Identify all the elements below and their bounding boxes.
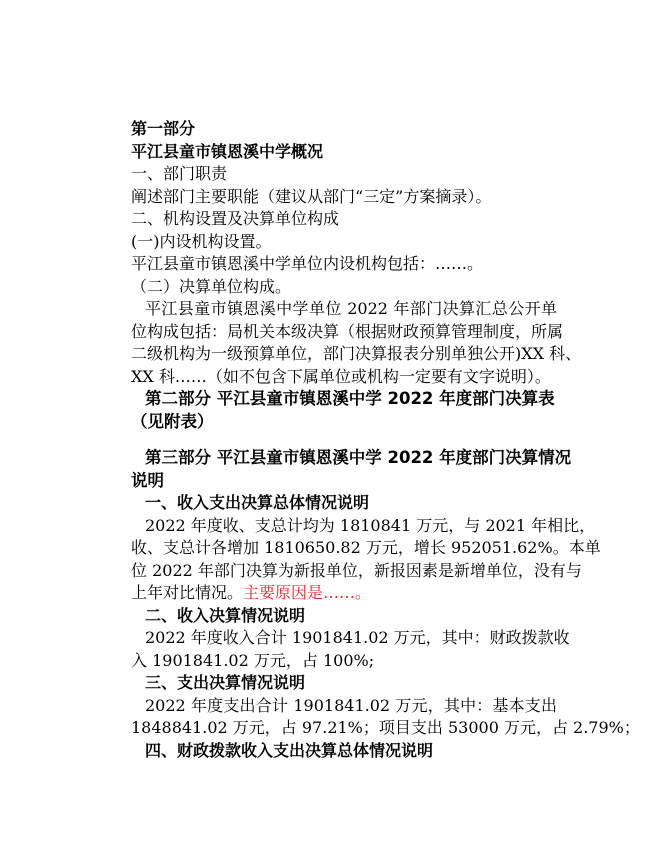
part3-title-line: 第三部分 平江县童市镇恩溪中学 2022 年度部门决算情况 (145, 448, 572, 467)
part3-section-1-body-line: 收、支总计各增加 1810650.82 万元，增长 952051.62%。本单 (131, 538, 601, 557)
section-1-body: 阐述部门主要职能（建议从部门“三定”方案摘录）。 (131, 187, 492, 206)
part1-title: 平江县童市镇恩溪中学概况 (131, 142, 324, 161)
part3-section-3-body-line: 2022 年度支出合计 1901841.02 万元，其中：基本支出 (145, 696, 557, 715)
subsection-2-2-body-line: 位构成包括：局机关本级决算（根据财政预算管理制度，所属 (131, 322, 564, 341)
subsection-2-2-title: （二）决算单位构成。 (131, 277, 292, 296)
subsection-2-2-body-line: XX 科……（如不包含下属单位或机构一定要有文字说明）。 (131, 367, 551, 386)
part3-section-2-body-line: 2022 年度收入合计 1901841.02 万元，其中：财政拨款收 (145, 628, 570, 647)
part3-section-1-body-last-line (131, 582, 371, 604)
part3-section-1-body-line: 位 2022 年部门决算为新报单位，新报因素是新增单位，没有与 (131, 561, 582, 580)
part2-title-line: （见附表） (131, 412, 214, 431)
subsection-2-1-body: 平江县童市镇恩溪中学单位内设机构包括：……。 (131, 254, 484, 273)
part3-section-4-title: 四、财政拨款收入支出决算总体情况说明 (145, 741, 434, 760)
subsection-2-2-body-line: 平江县童市镇恩溪中学单位 2022 年部门决算汇总公开单 (145, 299, 557, 318)
part3-section-2-body-line: 入 1901841.02 万元，占 100%; (131, 651, 375, 670)
part3-section-2-title: 二、收入决算情况说明 (145, 606, 306, 625)
part3-section-1-body-line: 2022 年度收、支总计均为 1810841 万元，与 2021 年相比， (145, 516, 596, 535)
section-2-title: 二、机构设置及决算单位构成 (131, 209, 340, 228)
part3-section-3-title: 三、支出决算情况说明 (145, 673, 306, 692)
part2-title-line: 第二部分 平江县童市镇恩溪中学 2022 年度部门决算表 (145, 389, 555, 408)
part3-section-3-body-line: 1848841.02 万元，占 97.21%；项目支出 53000 万元，占 2.79%； (131, 718, 640, 737)
section-1-title: 一、部门职责 (131, 164, 228, 183)
section-1-body-plain: 上年对比情况。 (131, 583, 244, 602)
part3-title-line: 说明 (131, 471, 164, 490)
subsection-2-1-title: (一)内设机构设置。 (131, 232, 272, 251)
subsection-2-2-body-line: 二级机构为一级预算单位，部门决算报表分别单独公开)XX 科、 (131, 344, 582, 363)
section-1-body-highlight: 主要原因是……。 (243, 583, 372, 602)
part1-heading: 第一部分 (131, 119, 196, 138)
part3-section-1-title: 一、收入支出决算总体情况说明 (145, 493, 370, 512)
